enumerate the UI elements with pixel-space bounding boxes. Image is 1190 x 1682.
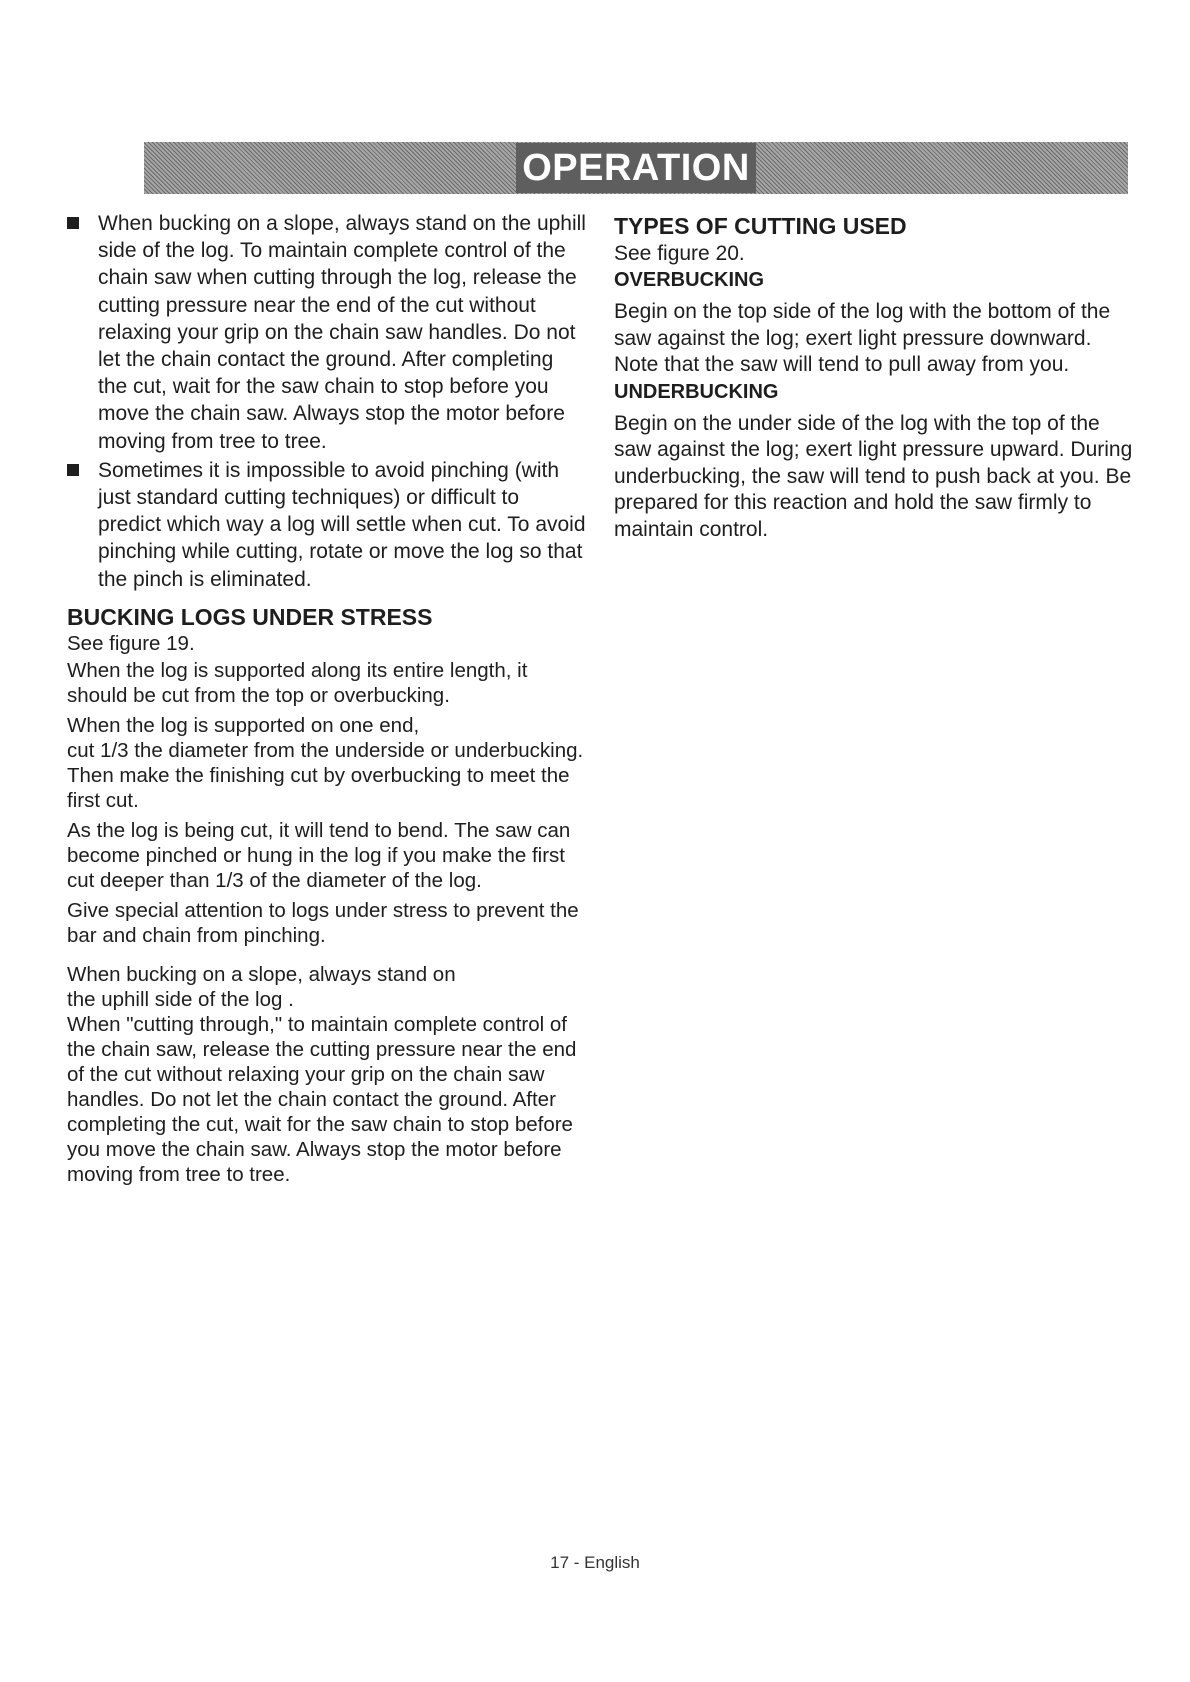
overbucking-heading: OVERBUCKING <box>614 269 765 291</box>
bucking-paragraph: As the log is being cut, it will tend to bend. The saw can become pinched or hung in the log if you make the first cut deeper than 1/3 of the diameter of the log. <box>67 818 571 892</box>
bullet-item <box>67 210 587 455</box>
slope-paragraph: When bucking on a slope, always stand on the uphill side of the log . <box>67 962 456 1011</box>
overbucking-text: Begin on the top side of the log with the bottom of the saw against the log; exert light pressure downward. Note that the saw will tend to pull away from you. <box>614 300 1111 376</box>
right-column <box>614 212 1134 543</box>
bucking-paragraph: Give special attention to logs under stress to prevent the bar and chain from pinching. <box>67 898 579 947</box>
underbucking-heading: UNDERBUCKING <box>614 380 779 403</box>
underbucking-text: Begin on the under side of the log with the top of the saw against the log; exert light pressure upward. During underbucking, the saw will tend to push back at you. Be prepared for this reaction and hold the saw firmly to maintain control. <box>614 411 1133 541</box>
page-footer: 17 - English <box>550 1553 640 1572</box>
bucking-paragraph: When the log is supported on one end, cut 1/3 the diameter from the underside or underbucking. Then make the finishing cut by overbucking to meet the first cut. <box>67 713 584 812</box>
bullet-square-icon <box>67 217 79 229</box>
bullet-item <box>67 457 587 593</box>
bullet-square-icon <box>67 464 79 476</box>
bucking-paragraph: When the log is supported along its entire length, it should be cut from the top or overbucking. <box>67 658 528 707</box>
bullet-text: When bucking on a slope, always stand on the uphill side of the log. To maintain complete control of the chain saw when cutting through the log, release the cutting pressure near the end of the cut without relaxing your grip on the chain saw handles. Do not let the chain contact the ground. After completing the cut, wait for the saw chain to stop before you move the chain saw. Always stop the motor before moving from tree to tree. <box>98 212 586 453</box>
types-heading: TYPES OF CUTTING USED <box>614 213 907 239</box>
section-banner <box>144 142 1128 194</box>
bucking-figure-ref: See figure 19. <box>67 631 195 655</box>
section-title: OPERATION <box>516 143 756 193</box>
bucking-heading: BUCKING LOGS UNDER STRESS <box>67 603 433 630</box>
cutting-through-paragraph: When "cutting through," to maintain complete control of the chain saw, release the cutting pressure near the end of the cut without relaxing your grip on the chain saw handles. Do not let the chain contact the ground. After completing the cut, wait for the saw chain to stop before you move the chain saw. Always stop the motor before moving from tree to tree. <box>67 1012 577 1186</box>
types-figure-ref: See figure 20. <box>614 242 745 265</box>
bullet-text: Sometimes it is impossible to avoid pinching (with just standard cutting techniques) or difficult to predict which way a log will settle when cut. To avoid pinching while cutting, rotate or move the log so that the pinch is eliminated. <box>98 458 586 591</box>
left-column <box>67 210 587 1187</box>
